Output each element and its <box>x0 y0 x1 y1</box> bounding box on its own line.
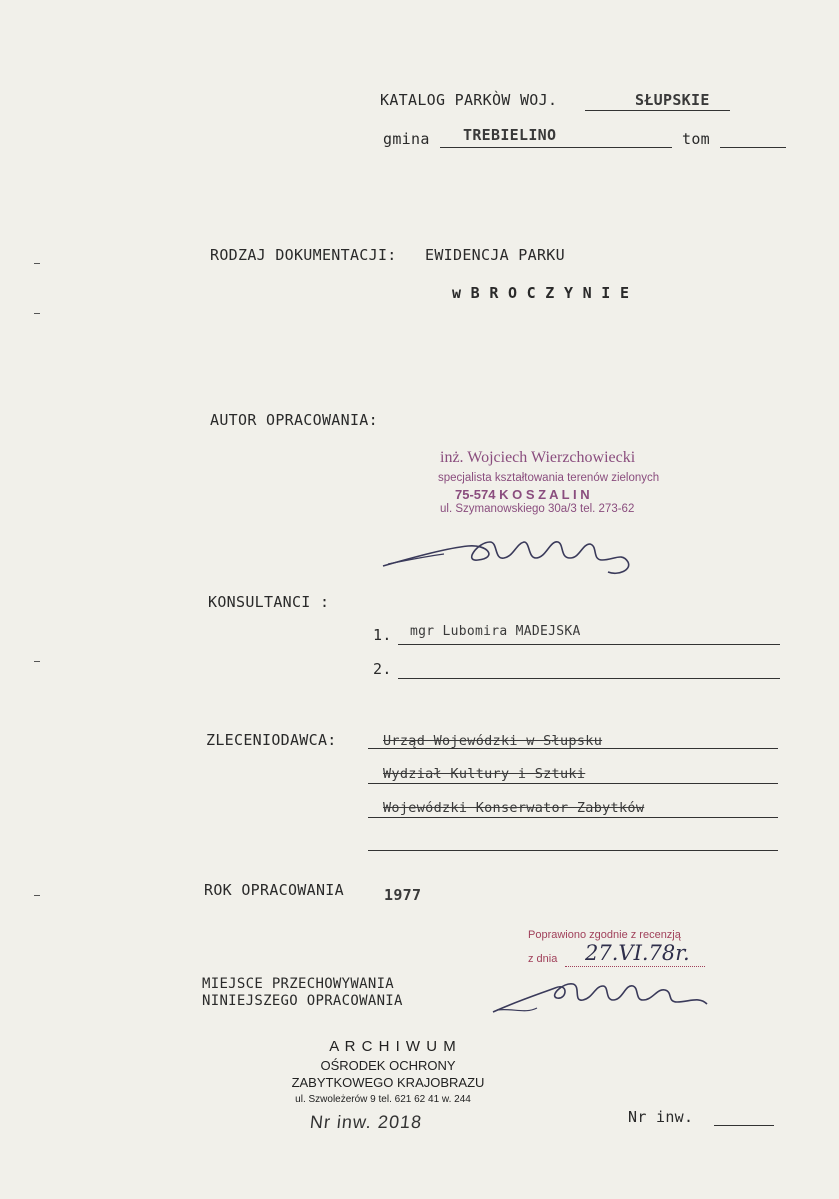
zleceniodawca-line-1: Urząd Wojewódzki w Słupsku <box>383 733 603 749</box>
autor-label: AUTOR OPRACOWANIA: <box>210 411 378 429</box>
stamp-author-title: specjalista kształtowania terenów zielonych <box>438 472 660 484</box>
zleceniodawca-line-3: Wojewódzki Konserwator Zabytków <box>383 800 645 816</box>
konsultant-1-line <box>398 644 780 645</box>
rodzaj-line1: EWIDENCJA PARKU <box>425 246 565 264</box>
zleceniodawca-underline-4 <box>368 850 778 851</box>
miejsce-line1: MIEJSCE PRZECHOWYWANIA <box>202 976 395 992</box>
katalog-value: SŁUPSKIE <box>635 91 710 109</box>
konsultant-1-num: 1. <box>373 626 392 644</box>
margin-tick <box>34 313 40 314</box>
archive-stamp-line3: ZABYTKOWEGO KRAJOBRAZU <box>291 1075 485 1090</box>
rok-label: ROK OPRACOWANIA <box>204 881 344 899</box>
gmina-underline <box>440 147 672 148</box>
nr-inw-label: Nr inw. <box>628 1108 694 1126</box>
zleceniodawca-underline-1 <box>368 748 778 749</box>
rodzaj-line2: w B R O C Z Y N I E <box>452 284 630 302</box>
rodzaj-label: RODZAJ DOKUMENTACJI: <box>210 246 397 264</box>
margin-tick <box>34 895 40 896</box>
gmina-value: TREBIELINO <box>463 126 557 144</box>
handwritten-inventory: Nr inw. 2018 <box>309 1112 424 1132</box>
archive-stamp-line4: ul. Szwoleżerów 9 tel. 621 62 41 w. 244 <box>295 1094 471 1105</box>
gmina-label: gmina <box>383 130 430 148</box>
stamp-author-name: inż. Wojciech Wierzchowiecki <box>440 449 636 466</box>
archive-stamp-line2: OŚRODEK OCHRONY <box>320 1058 456 1073</box>
konsultant-2-line <box>398 678 780 679</box>
konsultant-1-value: mgr Lubomira MADEJSKA <box>410 624 581 639</box>
tom-label: tom <box>682 130 710 148</box>
tom-underline <box>720 147 786 148</box>
stamp-author-city: 75-574 K O S Z A L I N <box>455 487 590 502</box>
katalog-label: KATALOG PARKÒW WOJ. <box>380 91 558 109</box>
correction-date: 27.VI.78r. <box>585 941 690 965</box>
archive-stamp-title: A R C H I W U M <box>329 1038 457 1055</box>
author-signature <box>378 518 638 578</box>
reviewer-signature <box>485 968 715 1020</box>
konsultant-2-num: 2. <box>373 660 392 678</box>
zleceniodawca-line-2: Wydział Kultury i Sztuki <box>383 766 586 782</box>
nr-inw-underline <box>714 1125 774 1126</box>
correction-stamp-line1: Poprawiono zgodnie z recenzją <box>528 929 681 941</box>
stamp-author-address: ul. Szymanowskiego 30a/3 tel. 273-62 <box>440 503 635 515</box>
margin-tick <box>34 263 40 264</box>
miejsce-line2: NINIEJSZEGO OPRACOWANIA <box>202 993 403 1009</box>
correction-date-line <box>565 966 705 967</box>
correction-stamp-prefix: z dnia <box>528 953 558 965</box>
zleceniodawca-underline-2 <box>368 783 778 784</box>
zleceniodawca-underline-3 <box>368 817 778 818</box>
zleceniodawca-label: ZLECENIODAWCA: <box>206 731 337 749</box>
katalog-underline <box>585 110 730 111</box>
konsultanci-label: KONSULTANCI : <box>208 593 330 611</box>
rok-value: 1977 <box>384 886 422 904</box>
margin-tick <box>34 661 40 662</box>
